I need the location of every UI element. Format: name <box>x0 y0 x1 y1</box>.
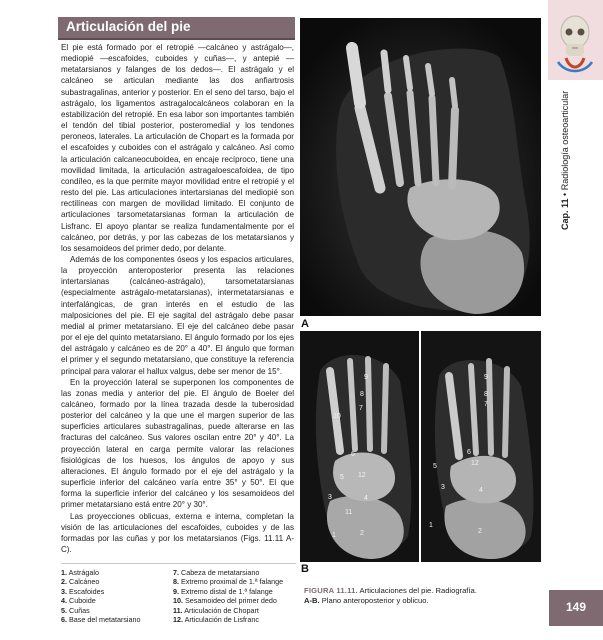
xray-oblique-foot-1 <box>300 331 419 562</box>
xray-label: 8 <box>484 391 488 398</box>
xray-label: 12 <box>471 460 479 467</box>
xray-label: 12 <box>358 472 366 479</box>
legend-right-column <box>173 568 298 624</box>
xray-label: 8 <box>360 391 364 398</box>
xray-label: 10 <box>333 413 341 420</box>
xray-label: 2 <box>360 530 364 537</box>
chapter-tab <box>548 0 603 80</box>
legend-item: 12. Articulación de Lisfranc <box>173 615 259 625</box>
legend-item: 10. Sesamoideo del primer dedo <box>173 596 277 606</box>
section-header-bar <box>58 17 295 40</box>
paragraph-1: El pie está formado por el retropié —calcáneo y astrágalo—, mediopié —escafoides, cuboides y cuñas—, y antepié —metatarsianos y falanges de los dedos—. El astrágalo y el calcáneo se articulan mediante las dos anfiartrosis subastragalinas, anterior y posterior. En el seno del tarso, bajo el astrágalo, los ligamentos astragalocalcáneos colaboran en la estabilización del retropié. En esa labor son importantes también el tendón del tibial posterior, posteromedial y los tendones peroneos, laterales. La articulación de Chopart es la formada por el escafoides y cuboides con el astrágalo y calcáneo. Así como la articulación calcaneocuboidea, en encaje recíproco, tiene una movilidad limitada, la articulación astragaloescafoidea, de tipo condíleo, es la que permite mayor movilidad entre el retropié y el resto del pie. Las articulaciones intertarsianas del mediopié son rectilíneas con margen de movilidad limitado. El conjunto de articulaciones tarsometatarsianas forman la articulación de Lisfranc. El apoyo plantar se realiza fundamentalmente por el calcáneo, por detrás, y por las cabezas de los metatarsianos y los sesamoideos del primer dedo, por delante. <box>61 43 294 253</box>
skull-icon <box>548 0 603 80</box>
caption-panels: A-B. <box>304 596 320 605</box>
xray-label: 11 <box>345 509 353 516</box>
paragraph-4: Las proyecciones oblicuas, externa e interna, completan la visión de las articulaciones del escafoides, cuboides y de las formadas por las cuñas y por los metatarsianos (Figs. 11.11 A-C). <box>61 511 294 555</box>
xray-label: 4 <box>364 495 368 502</box>
legend-item: 4. Cuboide <box>61 596 96 606</box>
xray-label: 9 <box>364 374 368 381</box>
legend-item: 6. Base del metatarsiano <box>61 615 141 625</box>
xray-label: 3 <box>328 494 332 501</box>
legend-item: 2. Calcáneo <box>61 577 100 587</box>
body-text <box>61 42 294 555</box>
page-number-tab <box>549 590 603 626</box>
legend-item: 5. Cuñas <box>61 605 90 615</box>
chapter-sidebar-label: Cap. 11 • Radiología osteoarticular <box>560 90 570 230</box>
paragraph-3: En la proyección lateral se superponen los componentes de las zonas media y anterior del pie. El ángulo de Boeler del calcáneo, formado por la línea trazada desde la tuberosidad posterior del calcáneo y la que une el margen superior de las superficies articulares subastragalinas, puede alterarse en las fracturas del calcáneo. Sus valores oscilan entre 20° y 40°. La proyección lateral en carga permite valorar las relaciones fisiológicas de los huesos, los ángulos de apoyo y sus alteraciones. El ángulo formado por el eje del astrágalo y la superficie inferior del calcáneo varía entre 35° y 50°. El que forma la superficie inferior del calcáneo y los sesamoideos del primer metatarsiano está entre 20° y 30°. <box>61 377 294 510</box>
legend-item: 7. Cabeza de metatarsiano <box>173 568 260 577</box>
legend-item: 8. Extremo proximal de 1.ª falange <box>173 577 284 587</box>
caption-description: Plano anteroposterior y oblicuo. <box>321 596 429 605</box>
xray-label: 7 <box>484 401 488 408</box>
caption-title: Articulaciones del pie. Radiografía. <box>359 586 477 595</box>
xray-label: 6 <box>467 449 471 456</box>
xray-label: 7 <box>359 405 363 412</box>
legend-left-column <box>61 568 171 624</box>
xray-label: 9 <box>484 374 488 381</box>
xray-label: 5 <box>340 474 344 481</box>
paragraph-2: Además de los componentes óseos y los espacios articulares, la proyección anteroposterior presenta las relaciones intertarsianas (calcáneo-astrágalo), tarsometatarsianas (especialmente astrágalo-metatarsianas), intermetatarsianas e interfalángicas, de gran interés en el estudio de las malposiciones del pie. El eje sagital del astrágalo debe pasar medial al primer metatarsiano. El eje del calcáneo debe pasar por el eje del quinto metatarsiano. El ángulo formado por los ejes del astrágalo y calcáneo es de 20° a 40°. El ángulo que forman el primer y el segundo metatarsiano, que constituye la referencia principal para valorar el hallux valgus, debe ser menor de 15°. <box>61 254 294 376</box>
figure-caption <box>304 586 539 606</box>
legend-item: 11. Articulación de Chopart <box>173 605 259 615</box>
panel-letter-b: B <box>301 563 309 575</box>
xray-label: 3 <box>441 484 445 491</box>
figure-legend <box>61 563 296 627</box>
xray-label: 1 <box>332 532 336 539</box>
xray-label: 6 <box>351 451 355 458</box>
legend-item: 3. Escafoides <box>61 586 105 596</box>
legend-item: 9. Extremo distal de 1.ª falange <box>173 586 273 596</box>
xray-label: 4 <box>479 487 483 494</box>
xray-label: 1 <box>429 522 433 529</box>
section-title: Articulación del pie <box>66 19 191 34</box>
xray-ap-foot <box>300 18 541 316</box>
page-number: 149 <box>565 600 587 614</box>
xray-label: 2 <box>478 528 482 535</box>
xray-oblique-foot-2 <box>421 331 541 562</box>
panel-letter-a: A <box>301 318 309 330</box>
legend-item: 1. Astrágalo <box>61 568 99 577</box>
xray-label: 5 <box>433 463 437 470</box>
caption-figure-number: FIGURA 11.11. <box>304 586 358 595</box>
